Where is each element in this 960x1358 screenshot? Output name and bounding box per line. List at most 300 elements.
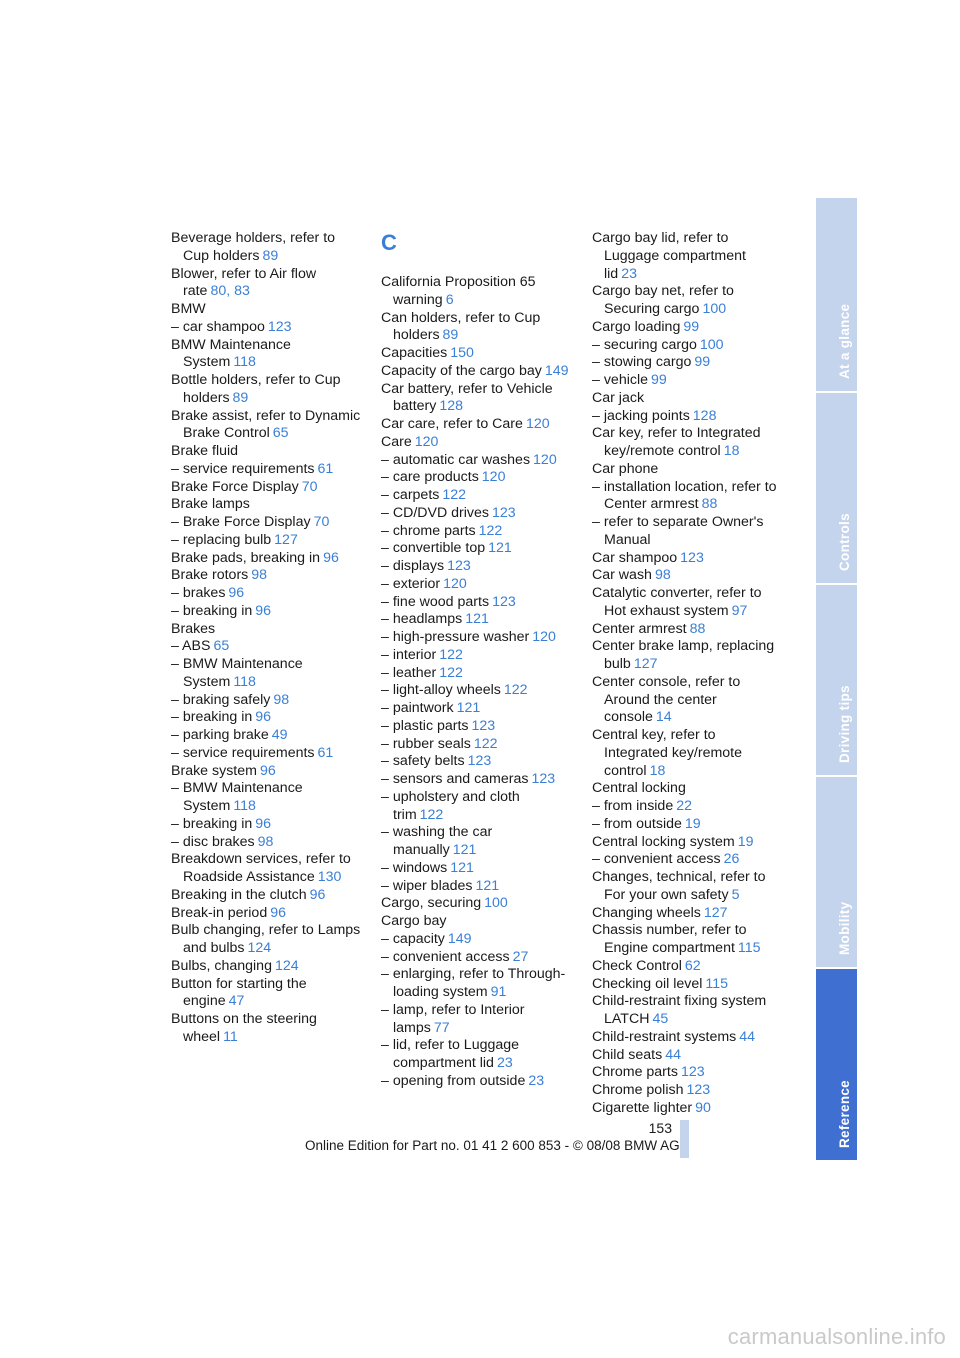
entry-text: – disc brakes bbox=[171, 833, 255, 850]
entry-text: Capacity of the cargo bay bbox=[381, 362, 542, 379]
entry-text: Cigarette lighter bbox=[592, 1099, 693, 1116]
entry-text: – Brake Force Display bbox=[171, 514, 311, 530]
page-link[interactable]: 123 bbox=[686, 1082, 711, 1098]
entry-text: – leather bbox=[381, 664, 437, 681]
page-link[interactable]: 121 bbox=[488, 540, 512, 557]
entry-text: – ABS bbox=[171, 638, 211, 655]
entry-text: Bottle holders, refer to Cup holders bbox=[171, 372, 341, 406]
tab-label: Reference bbox=[836, 1080, 852, 1148]
entry-text: Brake lamps bbox=[171, 496, 250, 513]
index-entry bbox=[171, 1011, 361, 1047]
entry-text: – convenient access bbox=[592, 851, 721, 868]
page-link[interactable]: 122 bbox=[473, 735, 498, 752]
entry-text: Cargo, securing bbox=[381, 895, 482, 912]
page-link[interactable]: 99 bbox=[651, 372, 667, 388]
index-entry bbox=[592, 958, 782, 976]
page-link[interactable]: 96 bbox=[255, 709, 272, 726]
entry-text: – fine wood parts bbox=[381, 593, 490, 610]
entry-text: California Proposition 65 warning bbox=[381, 274, 536, 308]
index-entry bbox=[171, 976, 361, 1012]
page-link[interactable]: 123 bbox=[467, 753, 492, 770]
index-entry bbox=[171, 532, 361, 550]
entry-text: Car battery, refer to Vehicle battery bbox=[381, 380, 553, 415]
index-entry bbox=[171, 585, 361, 603]
page-link[interactable]: 115 bbox=[737, 940, 761, 956]
entry-text: – lamp, refer to Interior lamps bbox=[381, 1001, 525, 1036]
entry-text: Cargo bay bbox=[381, 913, 447, 929]
index-entry bbox=[381, 611, 573, 629]
index-entry bbox=[592, 1082, 782, 1100]
entry-text: Central locking system bbox=[592, 833, 735, 850]
entry-text: Central key, refer to Integrated key/remote control bbox=[592, 727, 743, 779]
entry-text: – stowing cargo bbox=[592, 354, 692, 371]
entry-text: – from outside bbox=[592, 815, 682, 832]
entry-text: – convertible top bbox=[381, 540, 486, 557]
page-link[interactable]: 123 bbox=[531, 771, 556, 787]
entry-text: Cargo bay lid, refer to Luggage compartment lid bbox=[592, 230, 746, 282]
index-entry bbox=[592, 816, 782, 834]
index-entry bbox=[171, 496, 361, 514]
index-entry bbox=[171, 230, 361, 266]
entry-text: – chrome parts bbox=[381, 522, 476, 539]
page-link[interactable]: 128 bbox=[439, 398, 464, 415]
index-entry bbox=[381, 1073, 573, 1091]
entry-text: – breaking in bbox=[171, 815, 253, 832]
page-link[interactable]: 18 bbox=[649, 762, 666, 779]
page-link[interactable]: 26 bbox=[723, 851, 740, 868]
entry-text: Car shampoo bbox=[592, 549, 678, 566]
entry-text: – interior bbox=[381, 646, 437, 663]
index-entry bbox=[381, 629, 573, 647]
index-entry bbox=[381, 310, 573, 346]
entry-text: – CD/DVD drives bbox=[381, 504, 490, 521]
page-link[interactable]: 65 bbox=[213, 638, 230, 655]
index-entry bbox=[381, 469, 573, 487]
page-link[interactable]: 123 bbox=[447, 558, 471, 574]
page-link[interactable]: 14 bbox=[655, 709, 672, 726]
tab-driving-tips[interactable] bbox=[816, 585, 857, 775]
index-entry bbox=[381, 558, 573, 576]
entry-text: Brake Force Display bbox=[171, 478, 299, 495]
index-entry bbox=[592, 993, 782, 1029]
page-link[interactable]: 11 bbox=[223, 1028, 238, 1045]
entry-text: – installation location, refer to Center armrest bbox=[592, 478, 777, 513]
index-entry bbox=[381, 487, 573, 505]
entry-text: – from inside bbox=[592, 798, 674, 814]
index-entry bbox=[592, 408, 782, 426]
index-entry bbox=[381, 416, 573, 434]
page-link[interactable]: 96 bbox=[255, 602, 272, 619]
entry-text: Beverage holders, refer to Cup holders bbox=[171, 230, 336, 264]
index-entry bbox=[592, 638, 782, 674]
entry-text: – replacing bulb bbox=[171, 531, 272, 548]
page-link[interactable]: 100 bbox=[699, 336, 724, 353]
entry-text: Center armrest bbox=[592, 620, 687, 637]
page-link[interactable]: 128 bbox=[692, 407, 717, 424]
index-entry bbox=[592, 780, 782, 798]
index-entry bbox=[381, 718, 573, 736]
index-entry bbox=[592, 976, 782, 994]
index-entry bbox=[592, 390, 782, 408]
page-link[interactable]: 121 bbox=[475, 877, 500, 894]
page-link[interactable]: 49 bbox=[271, 727, 288, 743]
page-link[interactable]: 96 bbox=[270, 904, 286, 921]
page-link[interactable]: 23 bbox=[621, 265, 637, 282]
index-entry bbox=[592, 798, 782, 816]
index-entry bbox=[381, 753, 573, 771]
page-link[interactable]: 88 bbox=[689, 620, 706, 637]
page-link[interactable]: 98 bbox=[654, 567, 671, 584]
watermark: carmanualsonline.info bbox=[727, 1324, 946, 1349]
entry-text: Car wash bbox=[592, 567, 652, 584]
index-column-1 bbox=[171, 230, 361, 1047]
index-entry bbox=[381, 931, 573, 949]
page-link[interactable]: 23 bbox=[528, 1072, 545, 1089]
page-link[interactable]: 120 bbox=[525, 416, 550, 432]
index-entry bbox=[592, 585, 782, 621]
index-entry bbox=[171, 834, 361, 852]
tab-controls[interactable] bbox=[816, 393, 857, 583]
page-link[interactable]: 19 bbox=[684, 815, 701, 832]
page-link[interactable]: 22 bbox=[676, 798, 692, 814]
page-link[interactable]: 80, 83 bbox=[210, 283, 250, 300]
entry-text: – capacity bbox=[381, 930, 445, 947]
entry-text: Cargo loading bbox=[592, 318, 681, 335]
entry-text: Car phone bbox=[592, 460, 659, 477]
index-entry bbox=[592, 461, 782, 479]
entry-text: – lid, refer to Luggage compartment lid bbox=[381, 1037, 520, 1071]
page-link[interactable]: 121 bbox=[465, 611, 489, 628]
page-link[interactable]: 96 bbox=[255, 815, 272, 832]
entry-text: Chassis number, refer to Engine compartment bbox=[592, 922, 747, 956]
page-link[interactable]: 62 bbox=[684, 957, 701, 974]
page-link[interactable]: 118 bbox=[233, 798, 256, 814]
entry-text: Bulb changing, refer to Lamps and bulbs bbox=[171, 922, 361, 956]
index-entry bbox=[592, 1064, 782, 1082]
index-entry bbox=[592, 425, 782, 461]
index-entry bbox=[171, 887, 361, 905]
page-link[interactable]: 115 bbox=[705, 975, 729, 992]
index-entry bbox=[171, 621, 361, 639]
index-entry bbox=[171, 958, 361, 976]
index-entry bbox=[381, 949, 573, 967]
page-link[interactable]: 99 bbox=[683, 318, 700, 335]
page-link[interactable]: 149 bbox=[544, 362, 569, 379]
page-link[interactable]: 123 bbox=[680, 1064, 705, 1081]
index-entry bbox=[171, 479, 361, 497]
page-link[interactable]: 98 bbox=[251, 567, 268, 584]
index-entry bbox=[171, 816, 361, 834]
page-link[interactable]: 122 bbox=[419, 806, 444, 823]
page-marker bbox=[680, 1120, 689, 1158]
index-entry bbox=[592, 514, 782, 550]
entry-text: Brake system bbox=[171, 762, 257, 779]
entry-text: – paintwork bbox=[381, 700, 454, 716]
index-entry bbox=[381, 878, 573, 896]
index-entry bbox=[592, 283, 782, 319]
page-link[interactable]: 130 bbox=[317, 869, 342, 885]
entry-text: Brake rotors bbox=[171, 567, 249, 584]
tab-label: Mobility bbox=[836, 901, 852, 955]
index-entry bbox=[171, 780, 361, 816]
index-entry bbox=[381, 1002, 573, 1038]
page-link[interactable]: 99 bbox=[694, 354, 711, 371]
page-link[interactable]: 127 bbox=[274, 531, 298, 548]
index-entry bbox=[381, 860, 573, 878]
index-entry bbox=[592, 851, 782, 869]
page-link[interactable]: 23 bbox=[496, 1055, 513, 1071]
index-entry bbox=[592, 834, 782, 852]
page-link[interactable]: 122 bbox=[503, 682, 528, 699]
page-link[interactable]: 89 bbox=[262, 247, 279, 264]
entry-text: Car key, refer to Integrated key/remote control bbox=[592, 425, 761, 459]
page-link[interactable]: 121 bbox=[456, 700, 481, 716]
page-link[interactable]: 47 bbox=[228, 993, 245, 1010]
entry-text: – windows bbox=[381, 859, 448, 876]
index-column-3 bbox=[592, 230, 782, 1118]
page-link[interactable]: 123 bbox=[680, 549, 704, 566]
entry-text: Car care, refer to Care bbox=[381, 416, 523, 432]
index-entry bbox=[592, 479, 782, 515]
page-link[interactable]: 91 bbox=[490, 984, 507, 1000]
page-link[interactable]: 120 bbox=[532, 629, 556, 645]
index-entry bbox=[381, 1037, 573, 1073]
index-entry bbox=[171, 372, 361, 408]
index-entry bbox=[381, 700, 573, 718]
page-link[interactable]: 27 bbox=[512, 948, 529, 965]
entry-text: – displays bbox=[381, 558, 445, 574]
page-link[interactable]: 88 bbox=[701, 496, 718, 513]
entry-text: – service requirements bbox=[171, 744, 315, 761]
index-entry bbox=[171, 266, 361, 302]
page-link[interactable]: 6 bbox=[445, 291, 454, 308]
page-link[interactable]: 122 bbox=[439, 646, 463, 663]
entry-text: – rubber seals bbox=[381, 735, 471, 752]
page-link[interactable]: 61 bbox=[317, 460, 334, 477]
index-entry bbox=[171, 745, 361, 763]
page-link[interactable]: 127 bbox=[703, 904, 728, 921]
entry-text: Child-restraint fixing system LATCH bbox=[592, 993, 767, 1027]
page-link[interactable]: 97 bbox=[731, 602, 748, 619]
entry-text: – braking safely bbox=[171, 691, 271, 708]
index-entry bbox=[592, 869, 782, 905]
index-entry bbox=[171, 709, 361, 727]
index-entry bbox=[171, 603, 361, 621]
entry-text: Break-in period bbox=[171, 904, 268, 921]
index-entry bbox=[592, 621, 782, 639]
entry-text: – plastic parts bbox=[381, 717, 469, 734]
index-entry bbox=[381, 966, 573, 1002]
entry-text: Cargo bay net, refer to Securing cargo bbox=[592, 283, 734, 317]
tab-label: Driving tips bbox=[836, 685, 852, 763]
index-entry bbox=[592, 550, 782, 568]
page-link[interactable]: 98 bbox=[273, 691, 290, 708]
page-link[interactable]: 70 bbox=[301, 478, 318, 495]
page-link[interactable]: 122 bbox=[478, 522, 503, 539]
index-entry bbox=[171, 692, 361, 710]
entry-text: Check Control bbox=[592, 957, 682, 974]
index-entry bbox=[592, 674, 782, 727]
page-link[interactable]: 118 bbox=[233, 354, 256, 371]
page-link[interactable]: 44 bbox=[665, 1046, 681, 1063]
entry-text: – convenient access bbox=[381, 948, 510, 965]
page-link[interactable]: 96 bbox=[323, 549, 339, 566]
index-entry bbox=[171, 550, 361, 568]
index-entry bbox=[381, 824, 573, 860]
entry-text: Chrome polish bbox=[592, 1082, 684, 1098]
page-link[interactable]: 149 bbox=[447, 930, 472, 947]
page-link[interactable]: 121 bbox=[450, 859, 474, 876]
page-link[interactable]: 65 bbox=[272, 425, 289, 442]
index-entry bbox=[592, 922, 782, 958]
entry-text: Changing wheels bbox=[592, 904, 701, 921]
index-column-2 bbox=[381, 230, 573, 1091]
index-entry bbox=[592, 337, 782, 355]
index-entry bbox=[381, 771, 573, 789]
entry-text: – washing the car manually bbox=[381, 824, 493, 858]
entry-text: Center brake lamp, replacing bulb bbox=[592, 638, 775, 672]
entry-text: Brake fluid bbox=[171, 443, 239, 459]
page-link[interactable]: 120 bbox=[481, 469, 506, 486]
page-link[interactable]: 45 bbox=[652, 1011, 669, 1027]
entry-text: – enlarging, refer to Through-loading system bbox=[381, 966, 566, 1000]
page-link[interactable]: 61 bbox=[317, 744, 334, 761]
entry-text: Blower, refer to Air flow rate bbox=[171, 265, 317, 300]
entry-text: Can holders, refer to Cup holders bbox=[381, 309, 541, 344]
entry-text: Child seats bbox=[592, 1046, 663, 1063]
entry-text: BMW bbox=[171, 301, 206, 317]
entry-text: – securing cargo bbox=[592, 336, 697, 353]
entry-text: – upholstery and cloth trim bbox=[381, 788, 520, 823]
entry-text: – breaking in bbox=[171, 709, 253, 726]
index-entry bbox=[381, 274, 573, 310]
page-link[interactable]: 96 bbox=[309, 886, 326, 903]
page-link[interactable]: 118 bbox=[233, 673, 256, 690]
index-entry bbox=[381, 789, 573, 825]
page-link[interactable]: 96 bbox=[259, 762, 276, 779]
page-link[interactable]: 98 bbox=[257, 833, 274, 850]
page-link[interactable]: 150 bbox=[450, 345, 474, 361]
index-entry bbox=[171, 443, 361, 461]
index-entry bbox=[381, 434, 573, 452]
entry-text: – safety belts bbox=[381, 753, 465, 770]
entry-text: Bulbs, changing bbox=[171, 957, 272, 974]
index-entry bbox=[592, 372, 782, 390]
page-link[interactable]: 123 bbox=[267, 318, 292, 335]
page-link[interactable]: 90 bbox=[695, 1099, 711, 1116]
page-link[interactable]: 70 bbox=[313, 514, 330, 530]
page-link[interactable]: 77 bbox=[433, 1019, 450, 1036]
index-entry bbox=[171, 905, 361, 923]
entry-text: – high-pressure washer bbox=[381, 629, 530, 645]
page-number: 153 bbox=[648, 1120, 672, 1136]
index-entry bbox=[171, 851, 361, 887]
page-link[interactable]: 121 bbox=[452, 842, 477, 858]
index-entry bbox=[381, 736, 573, 754]
index-entry bbox=[171, 727, 361, 745]
entry-text: Brake assist, refer to Dynamic Brake Control bbox=[171, 407, 361, 442]
entry-text: Catalytic converter, refer to Hot exhaust system bbox=[592, 585, 762, 619]
entry-text: – breaking in bbox=[171, 602, 253, 619]
page-link[interactable]: 122 bbox=[439, 664, 463, 681]
index-entry bbox=[381, 345, 573, 363]
index-entry bbox=[171, 567, 361, 585]
entry-text: – brakes bbox=[171, 585, 226, 601]
page-link[interactable]: 120 bbox=[533, 451, 557, 468]
page-link[interactable]: 96 bbox=[228, 585, 245, 601]
page-link[interactable]: 5 bbox=[731, 886, 740, 903]
entry-text: Care bbox=[381, 433, 412, 450]
page-link[interactable]: 123 bbox=[492, 593, 516, 610]
tab-reference[interactable] bbox=[816, 969, 857, 1160]
index-entry bbox=[381, 913, 573, 931]
entry-text: Buttons on the steering wheel bbox=[171, 1011, 317, 1045]
section-letter: C bbox=[381, 230, 397, 255]
entry-text: Central locking bbox=[592, 780, 686, 797]
index-entry bbox=[381, 523, 573, 541]
index-entry bbox=[381, 682, 573, 700]
index-entry bbox=[171, 656, 361, 692]
page-link[interactable]: 89 bbox=[232, 389, 249, 406]
tab-mobility[interactable] bbox=[816, 777, 857, 967]
tab-label: At a glance bbox=[836, 303, 852, 379]
footer-text: Online Edition for Part no. 01 41 2 600 853 - © 08/08 BMW AG bbox=[305, 1138, 680, 1153]
index-entry bbox=[592, 319, 782, 337]
page-link[interactable]: 120 bbox=[443, 575, 467, 592]
index-entry bbox=[592, 1029, 782, 1047]
index-entry bbox=[171, 408, 361, 444]
index-entry bbox=[381, 540, 573, 558]
index-entry bbox=[381, 505, 573, 523]
page-link[interactable]: 44 bbox=[739, 1028, 756, 1045]
entry-text: Center console, refer to Around the center console bbox=[592, 673, 741, 726]
page-link[interactable]: 123 bbox=[471, 717, 496, 734]
page-link[interactable]: 127 bbox=[633, 656, 658, 672]
index-entry bbox=[592, 905, 782, 923]
page-link[interactable]: 89 bbox=[442, 327, 459, 344]
tab-label: Controls bbox=[836, 513, 852, 571]
index-entry bbox=[592, 567, 782, 585]
entry-text: Chrome parts bbox=[592, 1064, 678, 1081]
entry-text: Changes, technical, refer to For your own safety bbox=[592, 869, 766, 903]
index-entry bbox=[171, 319, 361, 337]
page-link[interactable]: 18 bbox=[723, 443, 740, 459]
entry-text: Brake pads, breaking in bbox=[171, 549, 321, 566]
index-entry bbox=[171, 763, 361, 781]
entry-text: – BMW Maintenance System bbox=[171, 780, 303, 814]
entry-text: Capacities bbox=[381, 345, 448, 361]
entry-text: – jacking points bbox=[592, 407, 690, 424]
page-link[interactable]: 100 bbox=[702, 301, 727, 317]
index-entry bbox=[381, 594, 573, 612]
page-link[interactable]: 19 bbox=[737, 833, 754, 850]
entry-text: – BMW Maintenance System bbox=[171, 656, 303, 690]
tab-at-a-glance[interactable] bbox=[816, 198, 857, 391]
entry-text: – light-alloy wheels bbox=[381, 682, 501, 699]
entry-text: – car shampoo bbox=[171, 318, 265, 335]
page-link[interactable]: 122 bbox=[442, 487, 467, 503]
entry-text: Brakes bbox=[171, 620, 216, 637]
index-entry bbox=[171, 638, 361, 656]
entry-text: Button for starting the engine bbox=[171, 975, 307, 1010]
index-entry bbox=[592, 354, 782, 372]
page-link[interactable]: 120 bbox=[414, 433, 439, 450]
page-link[interactable]: 100 bbox=[484, 895, 508, 912]
page-link[interactable]: 123 bbox=[492, 504, 516, 521]
page-link[interactable]: 124 bbox=[247, 940, 272, 956]
page-link[interactable]: 124 bbox=[274, 957, 299, 974]
entry-text: – wiper blades bbox=[381, 877, 473, 894]
